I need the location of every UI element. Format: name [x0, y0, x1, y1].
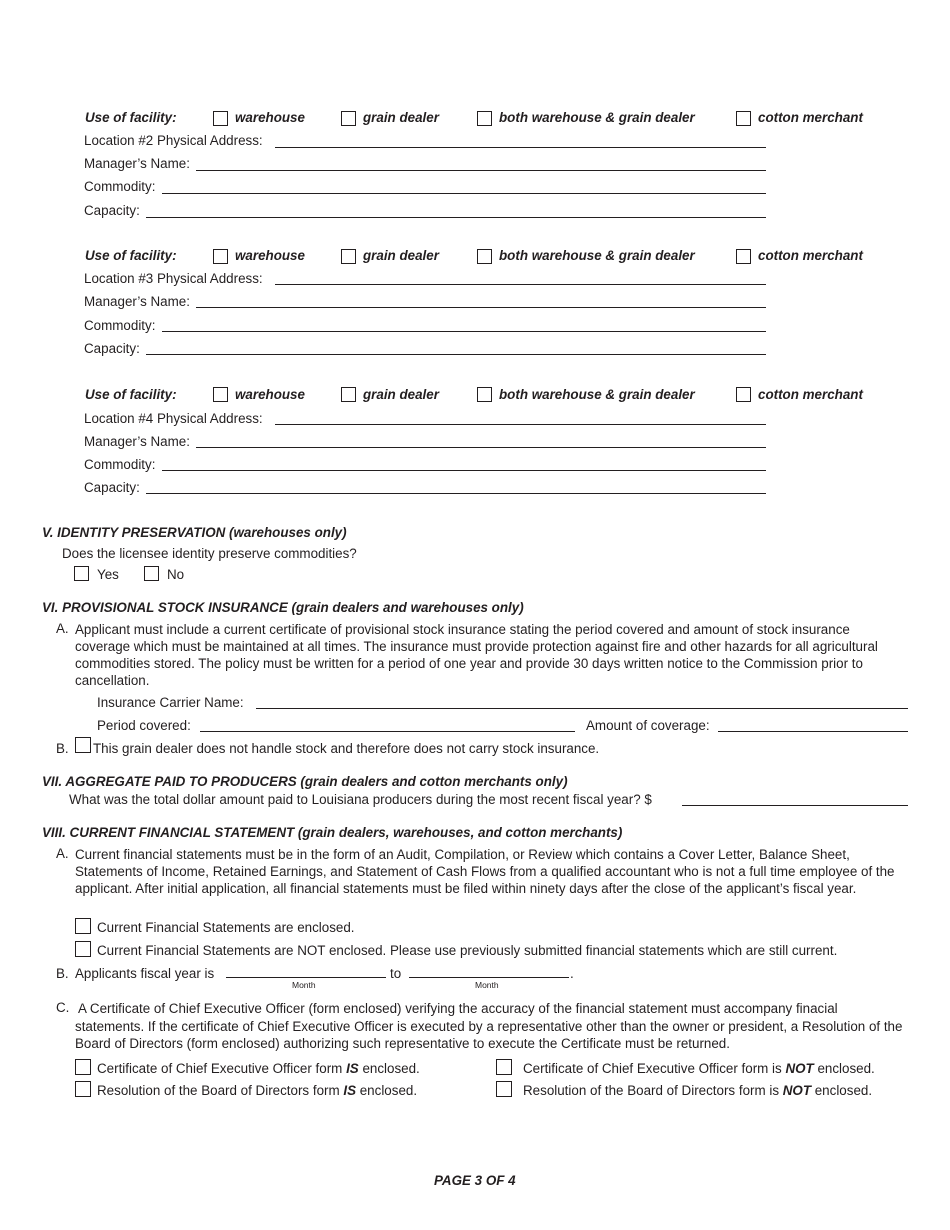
enclosed-suffix: enclosed.	[811, 1083, 873, 1098]
both-label: both warehouse & grain dealer	[499, 248, 695, 263]
resolution-is-enclosed-checkbox[interactable]	[75, 1081, 91, 1097]
fiscal-year-label: Applicants fiscal year is	[75, 966, 215, 981]
grain-dealer-checkbox[interactable]	[341, 111, 356, 126]
grain-dealer-checkbox[interactable]	[341, 387, 356, 402]
cert-not-enclosed-label	[523, 1061, 875, 1076]
yes-checkbox[interactable]	[74, 566, 89, 581]
commodity-label: Commodity:	[84, 179, 156, 194]
manager-field[interactable]	[196, 447, 766, 448]
identity-question: Does the licensee identity preserve commodities?	[62, 546, 357, 561]
manager-field[interactable]	[196, 307, 766, 308]
grain-dealer-label: grain dealer	[363, 387, 439, 402]
enclosed-suffix: enclosed.	[813, 1061, 875, 1076]
capacity-field[interactable]	[146, 217, 766, 218]
use-of-facility-label: Use of facility:	[85, 387, 177, 402]
cotton-merchant-checkbox[interactable]	[736, 249, 751, 264]
commodity-field[interactable]	[162, 331, 766, 332]
warehouse-checkbox[interactable]	[213, 387, 228, 402]
capacity-label: Capacity:	[84, 203, 140, 218]
item-a-marker: A.	[56, 846, 69, 861]
item-b-marker: B.	[56, 966, 69, 981]
commodity-field[interactable]	[162, 470, 766, 471]
statements-not-enclosed-label: Current Financial Statements are NOT enclosed. Please use previously submitted financial statements which are still current.	[97, 943, 838, 958]
address-label: Location #3 Physical Address:	[84, 271, 263, 286]
fiscal-year-end-field[interactable]	[409, 977, 569, 978]
item-b-marker: B.	[56, 741, 69, 756]
warehouse-checkbox[interactable]	[213, 111, 228, 126]
grain-dealer-label: grain dealer	[363, 248, 439, 263]
resolution-not-enclosed-label	[523, 1083, 872, 1098]
cotton-merchant-label: cotton merchant	[758, 110, 863, 125]
manager-label: Manager’s Name:	[84, 156, 190, 171]
insurance-requirement-text: Applicant must include a current certificate of provisional stock insurance stating the period covered and amount of stock insurance coverage which must be maintained at all times. The insurance must provide protection against fire and other hazards for all agricultural commodities stored. The policy must be written for a period of one year and provide 30 days written notice to the Commission prior to cancellation.	[75, 622, 878, 688]
resolution-not-prefix: Resolution of the Board of Directors form is	[523, 1083, 783, 1098]
statements-enclosed-checkbox[interactable]	[75, 918, 91, 934]
use-of-facility-label: Use of facility:	[85, 110, 177, 125]
grain-dealer-label: grain dealer	[363, 110, 439, 125]
use-of-facility-label: Use of facility:	[85, 248, 177, 263]
warehouse-checkbox[interactable]	[213, 249, 228, 264]
cert-is-enclosed-checkbox[interactable]	[75, 1059, 91, 1075]
section-vi-heading: VI. PROVISIONAL STOCK INSURANCE (grain dealers and warehouses only)	[42, 600, 524, 615]
no-stock-insurance-text: This grain dealer does not handle stock and therefore does not carry stock insurance.	[93, 741, 600, 756]
section-viii-heading: VIII. CURRENT FINANCIAL STATEMENT (grain dealers, warehouses, and cotton merchants)	[42, 825, 623, 840]
cert-not-enclosed-checkbox[interactable]	[496, 1059, 512, 1075]
no-stock-insurance-checkbox[interactable]	[75, 737, 91, 753]
carrier-field[interactable]	[256, 708, 908, 709]
item-c-marker: C.	[56, 1000, 70, 1015]
cotton-merchant-checkbox[interactable]	[736, 387, 751, 402]
section-vii-heading: VII. AGGREGATE PAID TO PRODUCERS (grain dealers and cotton merchants only)	[42, 774, 568, 789]
both-label: both warehouse & grain dealer	[499, 110, 695, 125]
no-label: No	[167, 567, 185, 582]
resolution-not-enclosed-checkbox[interactable]	[496, 1081, 512, 1097]
no-checkbox[interactable]	[144, 566, 159, 581]
cotton-merchant-label: cotton merchant	[758, 387, 863, 402]
not-emphasis: NOT	[782, 1083, 812, 1098]
enclosed-suffix: enclosed.	[358, 1061, 420, 1076]
resolution-is-prefix: Resolution of the Board of Directors form	[97, 1083, 344, 1098]
carrier-label: Insurance Carrier Name:	[97, 695, 244, 710]
cert-is-enclosed-label	[97, 1061, 420, 1076]
commodity-label: Commodity:	[84, 318, 156, 333]
address-label: Location #2 Physical Address:	[84, 133, 263, 148]
month-caption: Month	[292, 980, 316, 990]
amount-label: Amount of coverage:	[586, 718, 710, 733]
fiscal-year-start-field[interactable]	[226, 977, 386, 978]
commodity-field[interactable]	[162, 193, 766, 194]
resolution-is-enclosed-label	[97, 1083, 417, 1098]
manager-label: Manager’s Name:	[84, 294, 190, 309]
is-emphasis: IS	[346, 1061, 359, 1076]
section-v-heading: V. IDENTITY PRESERVATION (warehouses only)	[42, 525, 347, 540]
manager-field[interactable]	[196, 170, 766, 171]
statements-enclosed-label: Current Financial Statements are enclosed.	[97, 920, 355, 935]
financial-requirement-text: Current financial statements must be in the form of an Audit, Compilation, or Review which contains a Cover Letter, Balance Sheet, Statements of Income, Retained Earnings, and Statement of Cash Flows from a qualified accountant who is not a full time employee of the applicant. After initial application, all financial statements must be filed within ninety days after the close of the applicant’s fiscal year.	[75, 847, 895, 896]
enclosed-suffix: enclosed.	[356, 1083, 418, 1098]
warehouse-label: warehouse	[235, 248, 305, 263]
page-number: PAGE 3 OF 4	[434, 1173, 516, 1188]
is-emphasis: IS	[343, 1083, 357, 1098]
capacity-field[interactable]	[146, 354, 766, 355]
aggregate-amount-field[interactable]	[682, 805, 908, 806]
both-checkbox[interactable]	[477, 387, 492, 402]
capacity-label: Capacity:	[84, 341, 140, 356]
cert-is-prefix: Certificate of Chief Executive Officer form	[97, 1061, 347, 1076]
address-label: Location #4 Physical Address:	[84, 411, 263, 426]
cert-not-prefix: Certificate of Chief Executive Officer form is	[523, 1061, 786, 1076]
yes-label: Yes	[97, 567, 119, 582]
fiscal-year-to: to	[390, 966, 402, 981]
statements-not-enclosed-checkbox[interactable]	[75, 941, 91, 957]
ceo-certificate-text: A Certificate of Chief Executive Officer (form enclosed) verifying the accuracy of the financial statement must accompany finacial statements. If the certificate of Chief Executive Officer is executed by a representative other than the owner or president, a Resolution of the Board of Directors (form enclosed) authorizing such representative to execute the Certificate must be returned.	[75, 1001, 903, 1051]
both-checkbox[interactable]	[477, 111, 492, 126]
grain-dealer-checkbox[interactable]	[341, 249, 356, 264]
address-field[interactable]	[275, 424, 766, 425]
cotton-merchant-checkbox[interactable]	[736, 111, 751, 126]
capacity-label: Capacity:	[84, 480, 140, 495]
cotton-merchant-label: cotton merchant	[758, 248, 863, 263]
commodity-label: Commodity:	[84, 457, 156, 472]
both-checkbox[interactable]	[477, 249, 492, 264]
period-label: Period covered:	[97, 718, 191, 733]
warehouse-label: warehouse	[235, 110, 305, 125]
aggregate-question: What was the total dollar amount paid to Louisiana producers during the most recent fiscal year? $	[69, 792, 652, 807]
manager-label: Manager’s Name:	[84, 434, 190, 449]
fiscal-year-period: .	[570, 966, 574, 981]
item-a-marker: A.	[56, 621, 69, 636]
both-label: both warehouse & grain dealer	[499, 387, 695, 402]
capacity-field[interactable]	[146, 493, 766, 494]
address-field[interactable]	[275, 147, 766, 148]
not-emphasis: NOT	[785, 1061, 814, 1076]
address-field[interactable]	[275, 284, 766, 285]
month-caption: Month	[475, 980, 499, 990]
warehouse-label: warehouse	[235, 387, 305, 402]
period-field[interactable]	[200, 731, 575, 732]
amount-field[interactable]	[718, 731, 908, 732]
